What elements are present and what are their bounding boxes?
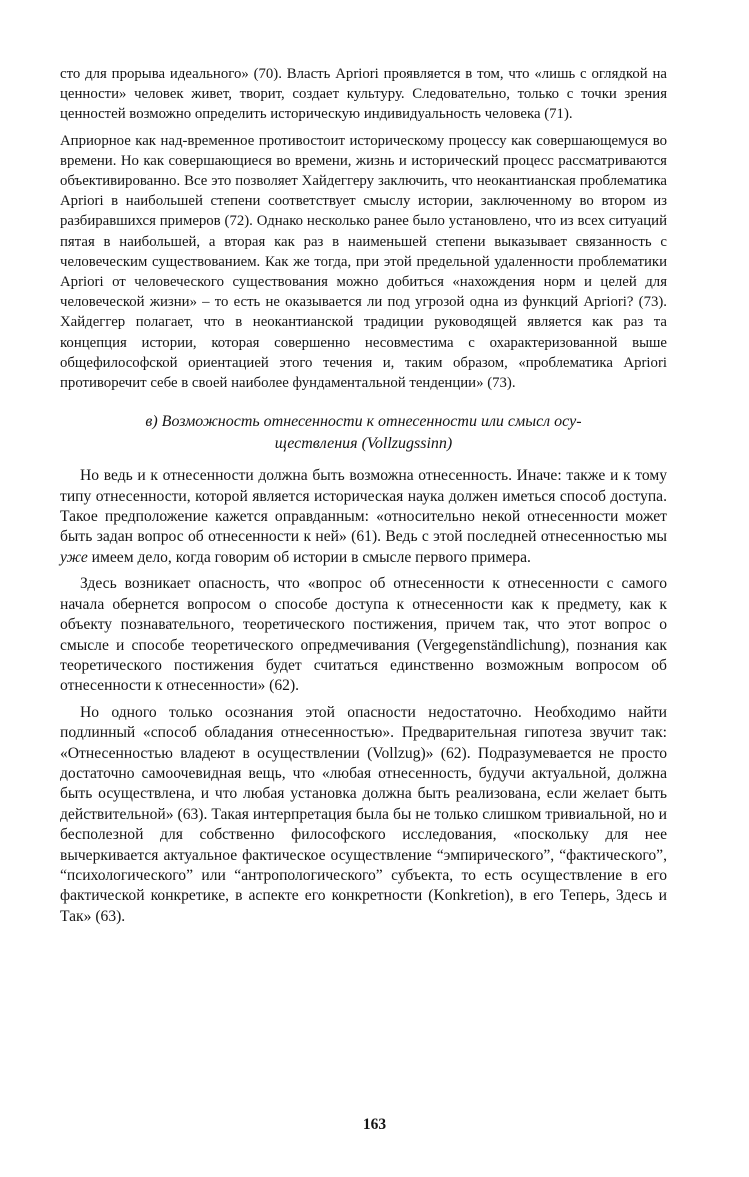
page-body (60, 64, 667, 927)
paragraph-danger: Здесь возникает опасность, что «вопрос об отнесенности к отнесенности с самого начала обернется вопросом о способе доступа к отнесенности как к предмету, как к объекту познавательного, теоретического постижения, причем так, что этот вопрос о смысле и способе теоретического опредмечивания (Vergegenständlichung), познания как теоретического постижения будет считаться единственно возможным вопросом об отнесенности к отнесенности» (62). (60, 575, 667, 695)
paragraph-relatedness-text-1: Но ведь и к отнесенности должна быть возможна отнесенность. Иначе: также и к тому типу отнесенности, которой является историческая наука должен иметься способ доступа. Такое предположение кажется оправданным: «относительно некой отнесенности может быть задан вопрос об отнесенности к ней» (61). Ведь с этой последней отнесенностью мы (60, 467, 667, 546)
paragraph-relatedness-text-2: имеем дело, когда говорим об истории в смысле первого примера. (87, 548, 531, 566)
paragraph-apriori: Априорное как над-временное противостоит историческому процессу как совершающемуся во времени. Но как совершающиеся во времени, жизнь и исторический процесс рассматриваются объективированно. Все это позволяет Хайдеггеру заключить, что неокантианская проблематика Apriori в наибольшей степени соответствует смыслу истории, заключенному во втором из разбиравшихся примеров (72). Однако несколько ранее было установлено, что из всех ситуаций пятая в наибольшей, а вторая как раз в наименьшей степени выказывает связанность с человеческим существованием. Как же тогда, при этой предельной удаленности проблематики Apriori от человеческого существования можно добиться «нахождения норм и целей для человеческой жизни» – то есть не оказывается ли под угрозой одна из функций Apriori? (73). Хайдеггер полагает, что в неокантианской традиции руководящей является как раз та концепция истории, которая совершенно несовместима с охарактеризованной выше общефилософской ориентацией этого течения и, таким образом, «проблематика Apriori противоречит себе в своей наиболее фундаментальной тенденции» (73). (60, 132, 667, 392)
paragraph-continuation: сто для прорыва идеального» (70). Власть Apriori проявляется в том, что «лишь с оглядкой на ценности» человек живет, творит, создает культуру. Следовательно, только с точки зрения ценностей возможно определить историческую индивидуальность человека (71). (60, 66, 667, 123)
section-heading-line-1: в) Возможность отнесенности к отнесенности или смысл осу- (145, 413, 582, 431)
paragraph-relatedness-italic: уже (60, 548, 88, 566)
section-heading-line-2: ществления (Vollzugssinn) (274, 435, 453, 453)
paragraph-relatedness (60, 466, 667, 568)
paragraph-vollzug: Но одного только осознания этой опасности недостаточно. Необходимо найти подлинный «способ обладания отнесенностью». Предварительная гипотеза звучит так: «Отнесенностью владеют в осуществлении (Vollzug)» (62). Подразумевается не просто достаточно самоочевидная вещь, что «любая отнесенность, будучи актуальной, должна быть осуществлена, и что любая установка должна быть реализована, если желает быть действительной» (63). Такая интерпретация была бы не только слишком тривиальной, но и бесполезной для собственно философского исследования, «поскольку для нее вычеркивается актуальное фактическое осуществление “эмпирического”, “фактического”, “психологического” или “антропологического” субъекта, то есть осуществление в его фактической конкретике, в аспекте его конкретности (Konkretion), в его Теперь, Здесь и Так» (63). (60, 703, 667, 925)
page-number: 163 (362, 1116, 387, 1133)
section-heading (60, 411, 667, 455)
